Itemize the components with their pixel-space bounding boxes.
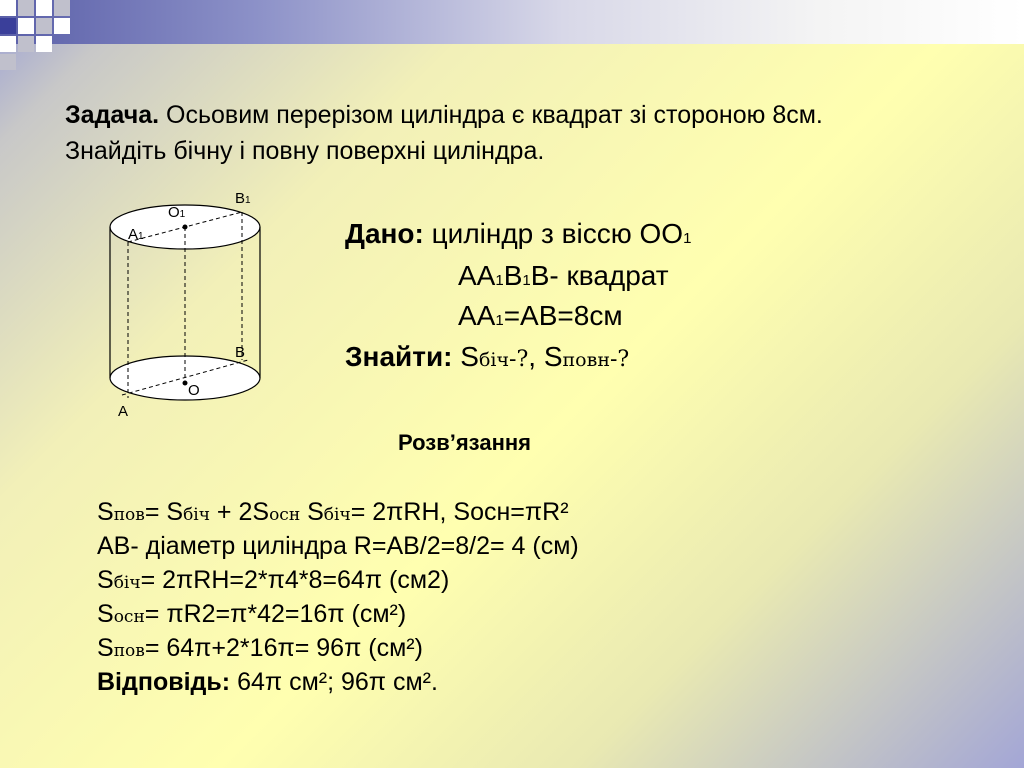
solution-line-4: Sосн= πR2=π*42=16π (см²) — [97, 600, 407, 628]
solution-heading: Розв’язання — [398, 430, 531, 455]
given-line-1: Дано: циліндр з віссю OO1 — [345, 218, 692, 249]
label-a1: A1 — [128, 226, 144, 243]
point-o — [183, 381, 188, 386]
given-line-3: AA1=AB=8см — [458, 300, 623, 331]
solution-line-2: AB- діаметр циліндра R=AB/2=8/2= 4 (см) — [97, 532, 579, 560]
given-line-2: AA1B1B- квадрат — [458, 260, 669, 291]
task-label: Задача. — [65, 101, 160, 129]
label-b1: B1 — [235, 190, 251, 207]
find-line: Знайти: Sбіч-?, Sповн-? — [345, 341, 630, 372]
answer-line: Відповідь: 64π см²; 96π см². — [97, 668, 438, 696]
point-o1 — [183, 225, 188, 230]
solution-line-1: Sпов= Sбіч + 2Sосн Sбіч= 2πRH, Sосн=πR² — [97, 498, 569, 526]
label-a: A — [118, 403, 129, 420]
solution-line-3: Sбіч= 2πRH=2*π4*8=64π (см2) — [97, 566, 450, 594]
task-line-1: Осьовим перерізом циліндра є квадрат зі стороною 8см. — [159, 101, 823, 129]
answer-label: Відповідь: — [97, 668, 231, 696]
find-label: Знайти: — [345, 341, 453, 372]
task-line-2: Знайдіть бічну і повну поверхні циліндра. — [65, 137, 545, 165]
label-o: O — [188, 382, 200, 399]
task-statement — [65, 97, 965, 169]
title-bar-decoration — [0, 0, 1024, 44]
label-o1: O1 — [168, 204, 186, 221]
label-b: B — [235, 344, 246, 361]
solution-line-5: Sпов= 64π+2*16π= 96π (см²) — [97, 634, 423, 662]
given-label: Дано: — [345, 218, 424, 249]
